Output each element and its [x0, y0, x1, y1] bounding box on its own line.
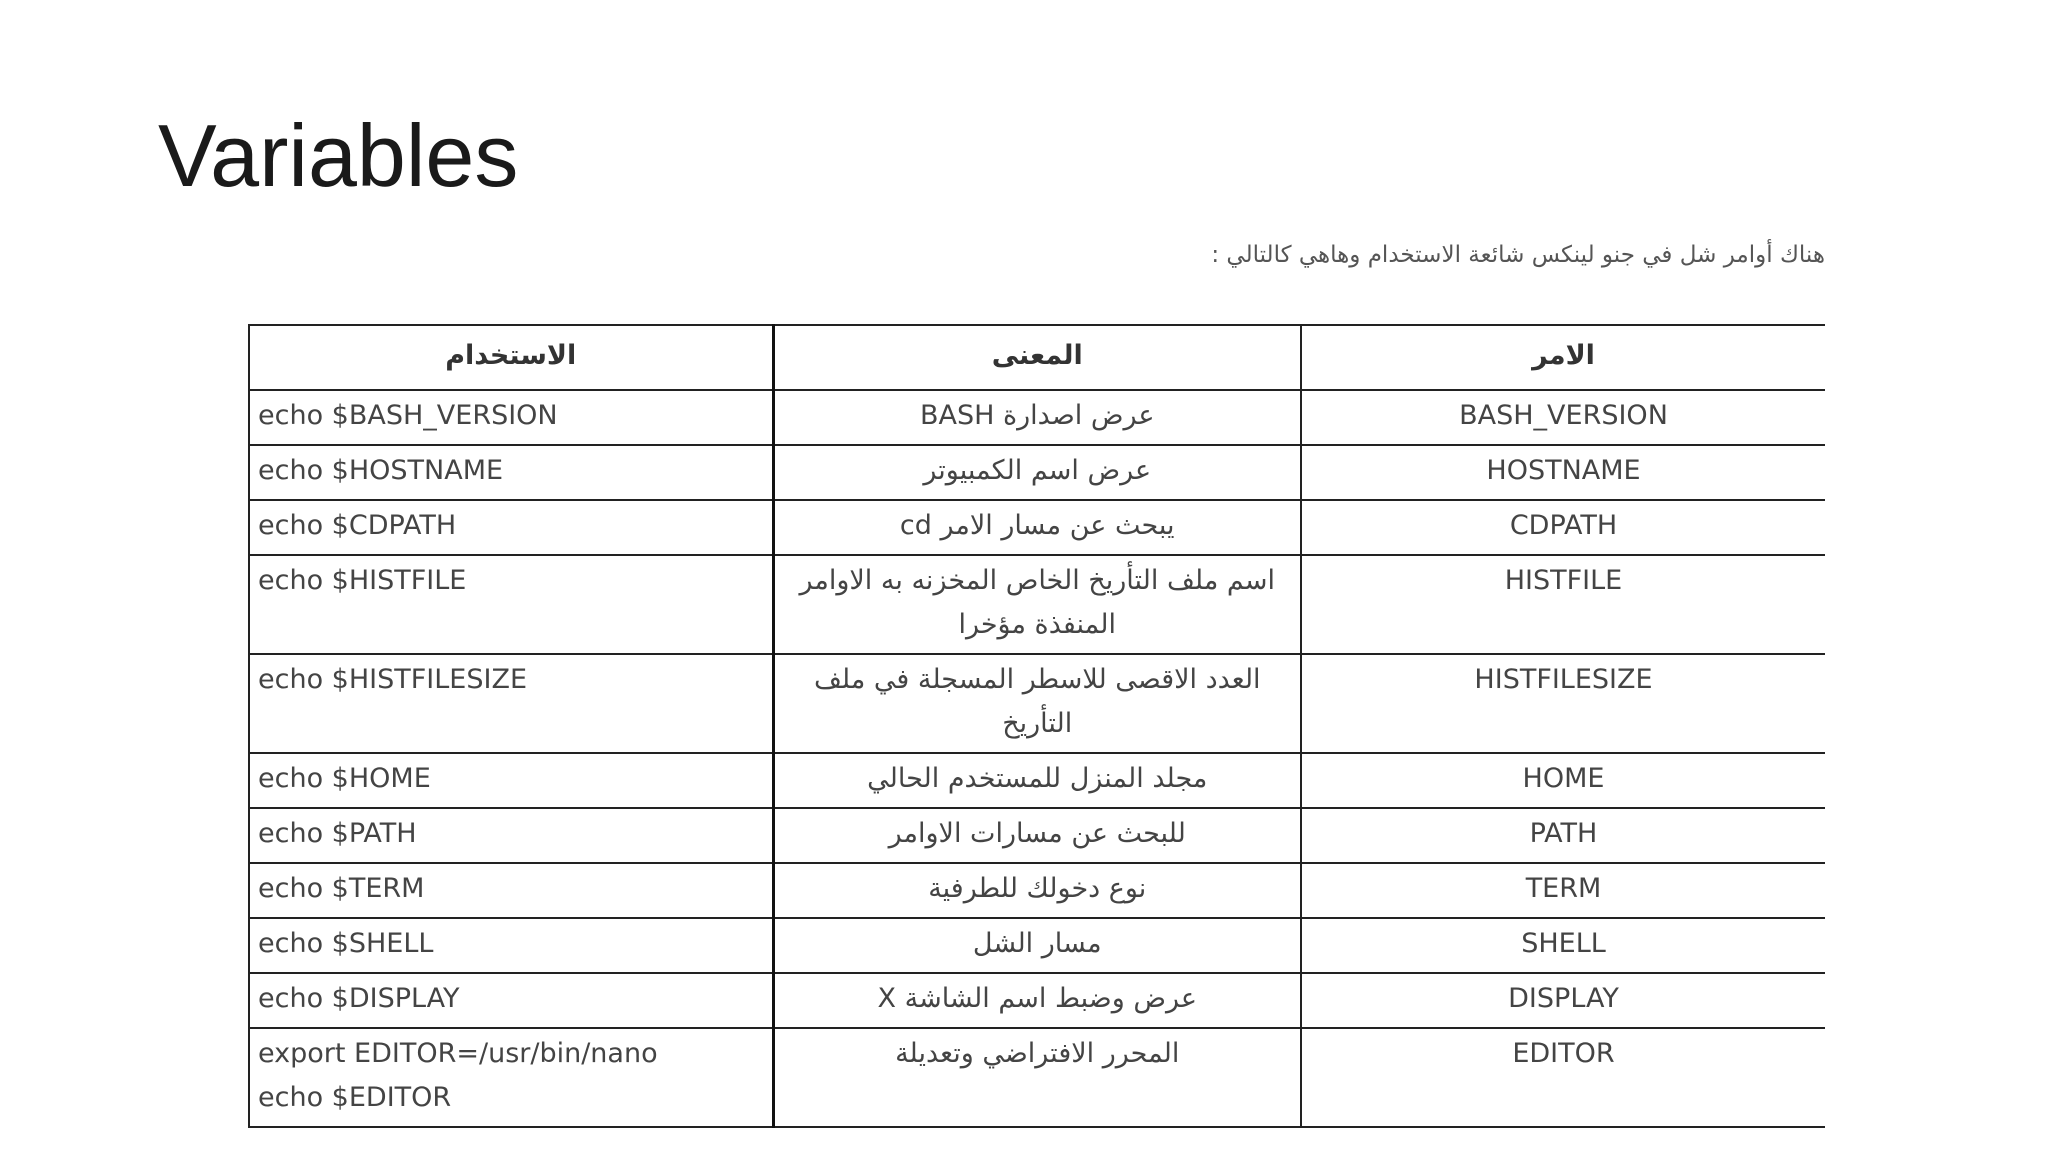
table-row: [249, 753, 1825, 808]
cell-usage: echo $CDPATH: [249, 500, 773, 555]
table-header-row: [249, 325, 1825, 390]
cell-meaning: العدد الاقصى للاسطر المسجلة في ملف التأريخ: [773, 654, 1301, 753]
cell-command: HISTFILE: [1301, 555, 1825, 654]
table-row: [249, 654, 1825, 753]
cell-usage: echo $HISTFILESIZE: [249, 654, 773, 753]
cell-command: EDITOR: [1301, 1028, 1825, 1127]
cell-usage: echo $TERM: [249, 863, 773, 918]
cell-command: CDPATH: [1301, 500, 1825, 555]
table-row: [249, 445, 1825, 500]
table-row: [249, 1028, 1825, 1127]
cell-command: TERM: [1301, 863, 1825, 918]
slide-title: Variables: [158, 106, 519, 205]
table-row: [249, 973, 1825, 1028]
cell-command: PATH: [1301, 808, 1825, 863]
cell-meaning: عرض اصدارة BASH: [773, 390, 1301, 445]
cell-command: HOSTNAME: [1301, 445, 1825, 500]
cell-meaning: مجلد المنزل للمستخدم الحالي: [773, 753, 1301, 808]
cell-meaning: اسم ملف التأريخ الخاص المخزنه به الاوامر المنفذة مؤخرا: [773, 555, 1301, 654]
cell-meaning: يبحث عن مسار الامر cd: [773, 500, 1301, 555]
cell-meaning: للبحث عن مسارات الاوامر: [773, 808, 1301, 863]
cell-meaning: نوع دخولك للطرفية: [773, 863, 1301, 918]
cell-meaning: عرض اسم الكمبيوتر: [773, 445, 1301, 500]
table-row: [249, 500, 1825, 555]
cell-usage: echo $BASH_VERSION: [249, 390, 773, 445]
cell-meaning: مسار الشل: [773, 918, 1301, 973]
table-row: [249, 808, 1825, 863]
cell-usage: export EDITOR=/usr/bin/nano echo $EDITOR: [249, 1028, 773, 1127]
cell-usage: echo $HOSTNAME: [249, 445, 773, 500]
table-row: [249, 863, 1825, 918]
intro-text: هناك أوامر شل في جنو لينكس شائعة الاستخدام وهاهي كالتالي :: [1211, 242, 1825, 268]
table-row: [249, 555, 1825, 654]
cell-command: BASH_VERSION: [1301, 390, 1825, 445]
cell-usage: echo $HISTFILE: [249, 555, 773, 654]
header-command: الامر: [1301, 325, 1825, 390]
cell-meaning: عرض وضبط اسم الشاشة X: [773, 973, 1301, 1028]
cell-usage: echo $SHELL: [249, 918, 773, 973]
cell-usage: echo $DISPLAY: [249, 973, 773, 1028]
header-meaning: المعنى: [773, 325, 1301, 390]
table-row: [249, 918, 1825, 973]
variables-table-container: [248, 324, 1824, 1128]
table-row: [249, 390, 1825, 445]
header-usage: الاستخدام: [249, 325, 773, 390]
cell-usage: echo $PATH: [249, 808, 773, 863]
cell-meaning: المحرر الافتراضي وتعديلة: [773, 1028, 1301, 1127]
cell-command: DISPLAY: [1301, 973, 1825, 1028]
variables-table: [248, 324, 1825, 1128]
cell-command: SHELL: [1301, 918, 1825, 973]
cell-command: HOME: [1301, 753, 1825, 808]
cell-command: HISTFILESIZE: [1301, 654, 1825, 753]
cell-usage: echo $HOME: [249, 753, 773, 808]
